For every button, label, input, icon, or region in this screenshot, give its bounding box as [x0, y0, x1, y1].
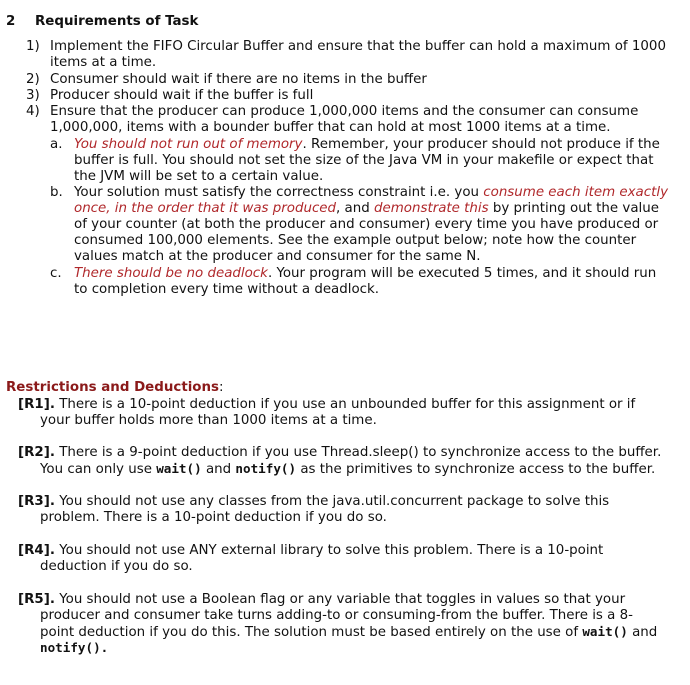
restriction-r1-text: There is a 10-point deduction if you use an unbounded buffer for this assignment or if	[54, 397, 636, 412]
req-2-number: 2)	[26, 72, 40, 87]
code-wait-r5: wait()	[582, 624, 628, 639]
restriction-r5-line-3	[40, 624, 657, 641]
req-4c-line-1-rest: . Your program will be executed 5 times, and it should run	[267, 266, 657, 281]
req-4a-line-2: buffer is full. You should not set the size of the Java VM in your makefile or expect that	[74, 153, 654, 168]
restriction-r4-line-2: deduction if you do so.	[40, 559, 193, 574]
restriction-r5-text: You should not use a Boolean flag or any variable that toggles in values so that your	[54, 592, 626, 607]
req-4a-line-3: the JVM will be set to a certain value.	[74, 169, 324, 184]
req-4b-line-4: consumed 100,000 elements. See the example output below; note how the counter	[74, 233, 637, 248]
restriction-r3-line-1	[18, 494, 609, 510]
req-4a-label: a.	[50, 137, 63, 152]
restrictions-heading-text: Restrictions and Deductions	[6, 380, 220, 395]
restriction-r5-tag: [R5].	[18, 592, 55, 607]
req-4-number: 4)	[26, 104, 40, 119]
restriction-r3-tag: [R3].	[18, 494, 55, 509]
restriction-r5-line-2: producer and consumer take turns adding-to or consuming-from the buffer. There is a 8-	[40, 608, 633, 623]
req-4b-line-3: of your counter (at both the producer and consumer) every time you have produced or	[74, 217, 659, 232]
req-4a-line-1-rest: . Remember, your producer should not produce if the	[302, 137, 660, 152]
req-4c-line-1	[74, 266, 656, 282]
req-4a-line-1	[74, 137, 660, 153]
restrictions-heading-colon: :	[219, 380, 224, 395]
req-4b-emphasis-3: demonstrate this	[374, 201, 489, 216]
restriction-r4-tag: [R4].	[18, 543, 55, 558]
req-3-line-1: Producer should wait if the buffer is full	[50, 88, 314, 103]
code-notify: notify()	[235, 461, 297, 476]
restriction-r4-text: You should not use ANY external library to solve this problem. There is a 10-point	[54, 543, 604, 558]
req-2-line-1: Consumer should wait if there are no items in the buffer	[50, 72, 427, 87]
req-1-line-1: Implement the FIFO Circular Buffer and ensure that the buffer can hold a maximum of 1000	[50, 39, 666, 54]
restriction-r2-line-1	[18, 445, 661, 461]
restriction-r3-text: You should not use any classes from the java.util.concurrent package to solve this	[54, 494, 610, 509]
restriction-r2-line-2	[40, 461, 655, 478]
req-4b-line-5: values match at the producer and consumer for the same N.	[74, 249, 481, 264]
req-4c-line-2: to completion every time without a deadlock.	[74, 282, 380, 297]
req-1-line-2: items at a time.	[50, 55, 157, 70]
req-4b-line-2-mid: , and	[336, 201, 375, 216]
restriction-r5-line-4	[40, 640, 108, 657]
restriction-r1-line-1	[18, 397, 635, 413]
req-3-number: 3)	[26, 88, 40, 103]
req-4b-line-1	[74, 185, 668, 201]
req-4c-label: c.	[50, 266, 62, 281]
req-4a-emphasis: You should not run out of memory	[74, 137, 303, 152]
req-4-line-2: 1,000,000, items with a bounder buffer that can hold at most 1000 items at a time.	[50, 120, 611, 135]
restriction-r2-line-2-mid: and	[201, 462, 236, 477]
section-number: 2	[6, 14, 16, 29]
restriction-r5-line-3-post: and	[627, 625, 658, 640]
req-4c-emphasis: There should be no deadlock	[74, 266, 268, 281]
restriction-r2-line-2-pre: You can only use	[40, 462, 157, 477]
req-4b-label: b.	[50, 185, 63, 200]
restriction-r5-line-1	[18, 592, 625, 608]
req-4b-line-2	[74, 201, 659, 217]
restrictions-heading	[6, 380, 224, 396]
restriction-r1-tag: [R1].	[18, 397, 55, 412]
code-wait: wait()	[156, 461, 202, 476]
req-4b-line-2-post: by printing out the value	[488, 201, 659, 216]
restriction-r2-text: There is a 9-point deduction if you use Thread.sleep() to synchronize access to the buffer.	[54, 445, 662, 460]
req-4-line-1: Ensure that the producer can produce 1,000,000 items and the consumer can consume	[50, 104, 639, 119]
code-notify-r5: notify().	[40, 640, 109, 655]
restriction-r5-line-3-pre: point deduction if you do this. The solution must be based entirely on the use of	[40, 625, 583, 640]
restriction-r2-line-2-post: as the primitives to synchronize access to the buffer.	[296, 462, 656, 477]
restriction-r3-line-2: problem. There is a 10-point deduction if you do so.	[40, 510, 387, 525]
section-title: Requirements of Task	[35, 14, 199, 29]
req-4b-emphasis-2: once, in the order that it was produced	[74, 201, 337, 216]
req-4b-emphasis-1: consume each item exactly	[483, 185, 668, 200]
restriction-r2-tag: [R2].	[18, 445, 55, 460]
req-1-number: 1)	[26, 39, 40, 54]
restriction-r1-line-2: your buffer holds more than 1000 items at a time.	[40, 413, 377, 428]
req-4b-line-1-pre: Your solution must satisfy the correctness constraint i.e. you	[74, 185, 484, 200]
restriction-r4-line-1	[18, 543, 603, 559]
